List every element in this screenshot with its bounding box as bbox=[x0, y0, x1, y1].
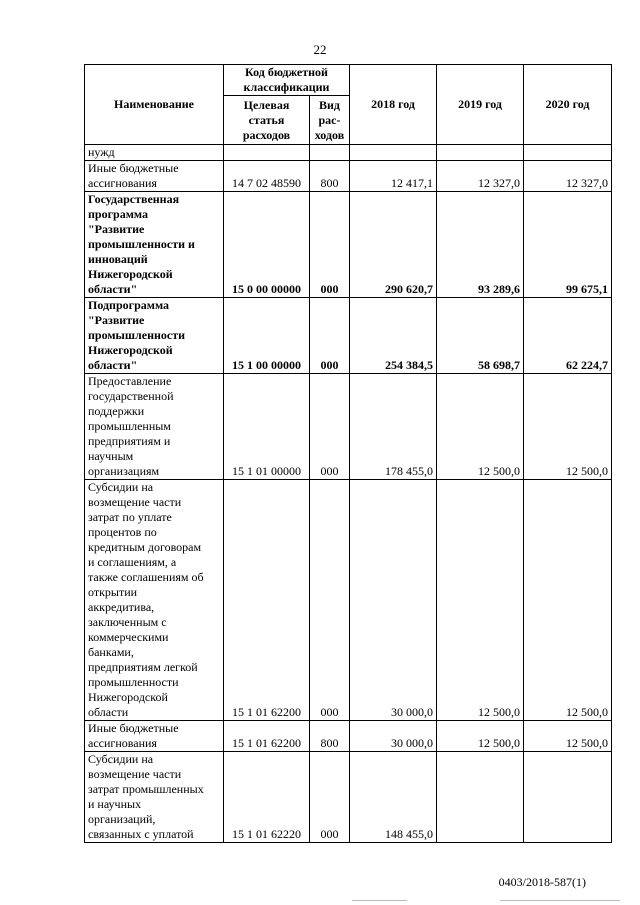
row-value-2020: 12 500,0 bbox=[524, 721, 612, 752]
row-value-2019: 93 289,6 bbox=[437, 192, 524, 298]
row-value-2018 bbox=[350, 145, 437, 161]
row-value-2018: 254 384,5 bbox=[350, 298, 437, 374]
table-row bbox=[85, 721, 612, 752]
row-expense-type: 000 bbox=[310, 374, 350, 480]
row-target-article: 15 1 01 62200 bbox=[224, 721, 310, 752]
header-year-2019: 2019 год bbox=[437, 65, 524, 145]
row-target-article: 15 1 00 00000 bbox=[224, 298, 310, 374]
budget-table bbox=[84, 64, 612, 843]
row-value-2020: 12 500,0 bbox=[524, 480, 612, 721]
row-value-2018: 12 417,1 bbox=[350, 161, 437, 192]
header-target-article: Целевая статья расходов bbox=[224, 96, 310, 145]
page-number: 22 bbox=[313, 42, 327, 57]
row-value-2018: 290 620,7 bbox=[350, 192, 437, 298]
table-row bbox=[85, 298, 612, 374]
row-value-2019: 58 698,7 bbox=[437, 298, 524, 374]
row-expense-type: 800 bbox=[310, 161, 350, 192]
row-value-2018: 148 455,0 bbox=[350, 752, 437, 843]
table-row bbox=[85, 752, 612, 843]
table-row bbox=[85, 374, 612, 480]
row-value-2019: 12 327,0 bbox=[437, 161, 524, 192]
header-name: Наименование bbox=[85, 65, 224, 145]
row-target-article: 15 1 01 62200 bbox=[224, 480, 310, 721]
row-name: Подпрограмма "Развитие промышленности Нижегородской области" bbox=[85, 298, 224, 374]
row-value-2018: 30 000,0 bbox=[350, 480, 437, 721]
row-value-2019: 12 500,0 bbox=[437, 721, 524, 752]
row-value-2020: 62 224,7 bbox=[524, 298, 612, 374]
row-value-2019 bbox=[437, 752, 524, 843]
row-value-2019: 12 500,0 bbox=[437, 480, 524, 721]
header-year-2018: 2018 год bbox=[350, 65, 437, 145]
row-value-2019 bbox=[437, 145, 524, 161]
row-expense-type: 000 bbox=[310, 480, 350, 721]
row-expense-type: 000 bbox=[310, 298, 350, 374]
row-value-2020 bbox=[524, 752, 612, 843]
row-target-article: 15 1 01 00000 bbox=[224, 374, 310, 480]
row-target-article bbox=[224, 145, 310, 161]
row-name: Предоставление государственной поддержки промышленным предприятиям и научным организациям bbox=[85, 374, 224, 480]
row-value-2020 bbox=[524, 145, 612, 161]
row-target-article: 14 7 02 48590 bbox=[224, 161, 310, 192]
row-name: нужд bbox=[85, 145, 224, 161]
row-expense-type: 000 bbox=[310, 192, 350, 298]
row-value-2018: 30 000,0 bbox=[350, 721, 437, 752]
row-name: Иные бюджетные ассигнования bbox=[85, 161, 224, 192]
document-code: 0403/2018-587(1) bbox=[498, 875, 586, 889]
table-row bbox=[85, 480, 612, 721]
row-value-2020: 12 500,0 bbox=[524, 374, 612, 480]
table-row bbox=[85, 161, 612, 192]
footer-rule-left bbox=[352, 900, 407, 901]
row-name: Государственная программа "Развитие промышленности и инноваций Нижегородской области" bbox=[85, 192, 224, 298]
header-expense-type: Вид рас- ходов bbox=[310, 96, 350, 145]
row-name: Иные бюджетные ассигнования bbox=[85, 721, 224, 752]
row-name: Субсидии на возмещение части затрат промышленных и научных организаций, связанных с уплатой bbox=[85, 752, 224, 843]
row-expense-type: 000 bbox=[310, 752, 350, 843]
budget-table-body bbox=[85, 145, 612, 843]
row-value-2018: 178 455,0 bbox=[350, 374, 437, 480]
row-name: Субсидии на возмещение части затрат по уплате процентов по кредитным договорам и соглашениям, а также соглашениям об открытии аккредитива, заключенным с коммерческими банками, предприятиям легкой промышленности Нижегородской области bbox=[85, 480, 224, 721]
row-target-article: 15 0 00 00000 bbox=[224, 192, 310, 298]
row-expense-type bbox=[310, 145, 350, 161]
row-value-2020: 12 327,0 bbox=[524, 161, 612, 192]
row-value-2020: 99 675,1 bbox=[524, 192, 612, 298]
row-expense-type: 800 bbox=[310, 721, 350, 752]
table-row bbox=[85, 145, 612, 161]
row-target-article: 15 1 01 62220 bbox=[224, 752, 310, 843]
footer-rule-right bbox=[500, 900, 620, 901]
table-row bbox=[85, 192, 612, 298]
header-year-2020: 2020 год bbox=[524, 65, 612, 145]
header-code-group: Код бюджетной классификации bbox=[224, 65, 350, 96]
row-value-2019: 12 500,0 bbox=[437, 374, 524, 480]
